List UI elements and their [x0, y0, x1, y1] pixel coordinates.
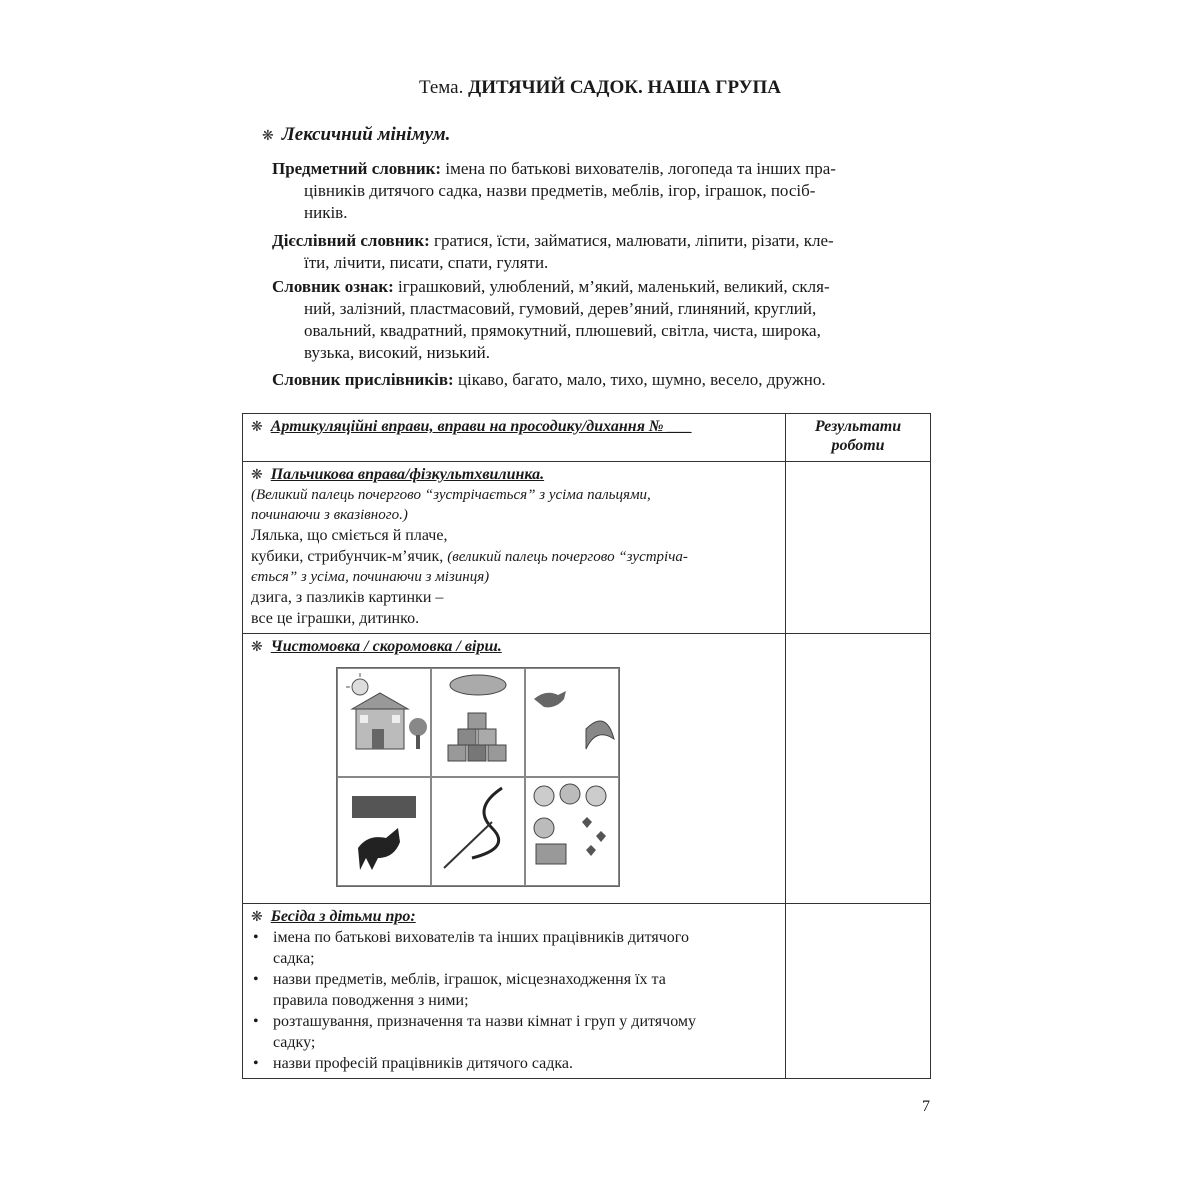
results-cell — [786, 462, 931, 634]
conversation-cell: ❋ Бесіда з дітьми про: • імена по батькові вихователів та інших працівників дитячого садка; • назви предметів, меблів, іграшок, місцезнаходження їх та правила поводження з ними; • розташування, призначення та назви кімнат і груп у дитячому садку; • назви професій працівників дитячого садка. — [243, 904, 786, 1079]
table-row — [243, 634, 931, 904]
articulation-cell: ❋ Артикуляційні вправи, вправи на просодику/дихання № ___ — [243, 414, 786, 462]
finger-exercise-cell: ❋ Пальчикова вправа/фізкультхвилинка. (Великий палець почергово “зустрічається” з усіма пальцями, починаючи з вказівного.) Лялька, що сміється й плаче, кубики, стрибунчик-м’ячик, (великий палець почергово “зустріча- ється” з усіма, починаючи з мізинця) дзига, з пазликів картинки – все це іграшки, дитинко. — [243, 462, 786, 634]
star-bullet-icon: ❋ — [262, 128, 274, 144]
table-row — [243, 462, 931, 634]
needle-picture — [431, 777, 525, 886]
page-title — [0, 77, 1200, 99]
kindergarten-picture — [337, 668, 431, 777]
list-item: • назви професій працівників дитячого садка. — [251, 1053, 777, 1074]
picture-grid — [336, 667, 620, 887]
blocks-picture — [431, 668, 525, 777]
toys-picture — [337, 777, 431, 886]
poem-cell: ❋ Чистомовка / скоромовка / вірш. — [243, 634, 786, 904]
vocab-attributes: Словник ознак: іграшковий, улюблений, м’який, маленький, великий, скля- ний, залізний, пластмасовий, гумовий, дерев’яний, глиняний, круглий, овальний, квадратний, прямокутний, плюшевий, світла, чиста, широка, вузька, високий, низький. — [272, 277, 830, 362]
table-row — [243, 904, 931, 1079]
table-row — [243, 414, 931, 462]
star-bullet-icon: ❋ — [251, 639, 263, 655]
conversation-list — [251, 927, 777, 1074]
title-text: ДИТЯЧИЙ САДОК. НАША ГРУПА — [468, 77, 782, 98]
star-bullet-icon: ❋ — [251, 419, 263, 435]
star-bullet-icon: ❋ — [251, 467, 263, 483]
vocab-subject: Предметний словник: імена по батькові вихователів, логопеда та інших пра- цівників дитячого садка, назви предметів, меблів, ігор, іграшок, посіб- ників. — [272, 159, 836, 222]
list-item: • назви предметів, меблів, іграшок, місцезнаходження їх та правила поводження з ними; — [251, 969, 777, 1011]
results-cell — [786, 634, 931, 904]
list-item: • імена по батькові вихователів та інших працівників дитячого садка; — [251, 927, 777, 969]
faces-picture — [525, 777, 619, 886]
results-cell — [786, 904, 931, 1079]
lexical-heading: ❋ Лексичний мінімум. — [262, 124, 451, 145]
star-bullet-icon: ❋ — [251, 909, 263, 925]
page-number: 7 — [922, 1098, 930, 1115]
fox-picture — [525, 668, 619, 777]
title-prefix: Тема. — [418, 77, 464, 98]
list-item: • розташування, призначення та назви кімнат і груп у дитячому садку; — [251, 1011, 777, 1053]
exercise-table — [242, 413, 931, 1079]
vocab-adverbs: Словник прислівників: цікаво, багато, мало, тихо, шумно, весело, дружно. — [272, 370, 826, 389]
vocab-verbs: Дієслівний словник: гратися, їсти, займатися, малювати, ліпити, різати, кле- їти, лічити, писати, спати, гуляти. — [272, 231, 834, 272]
results-header: Результати роботи — [786, 414, 931, 462]
